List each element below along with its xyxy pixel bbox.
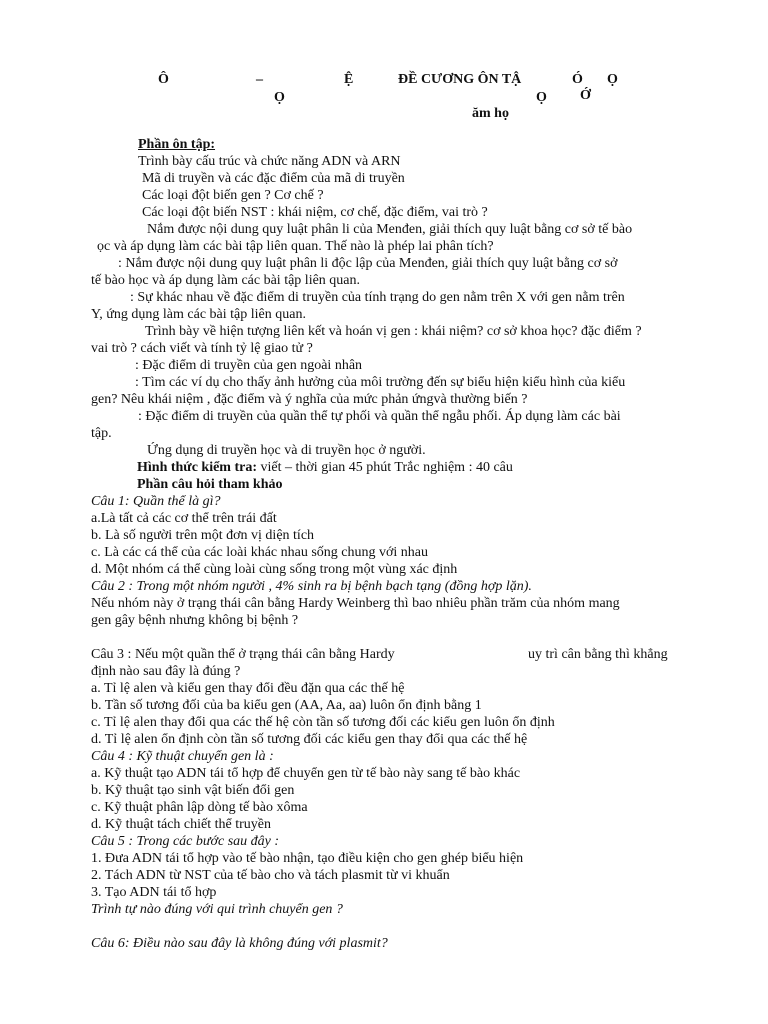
- answer-option: c. Tỉ lệ alen thay đổi qua các thế hệ còn tần số tương đối các kiểu gen luôn ổn định: [91, 715, 555, 730]
- step-item: 3. Tạo ADN tái tổ hợp: [91, 885, 217, 900]
- header-fragment: Ọ: [536, 90, 547, 105]
- review-item: vai trò ? cách viết và tính tỷ lệ giao tử ?: [91, 341, 313, 356]
- question-text: Trình tự nào đúng với qui trình chuyển gen ?: [91, 902, 343, 917]
- header-fragment: Ọ: [607, 72, 618, 87]
- review-item: ọc và áp dụng làm các bài tập liên quan. Thế nào là phép lai phân tích?: [97, 239, 494, 254]
- exam-format-value: viết – thời gian 45 phút Trắc nghiệm : 40 câu: [257, 460, 513, 475]
- questions-heading: Phần câu hỏi tham khảo: [137, 477, 283, 492]
- question-prompt-continued: uy trì cân bằng thì khẳng: [528, 647, 668, 662]
- header-fragment: Ó: [572, 72, 583, 87]
- answer-option: c. Kỹ thuật phân lập dòng tế bào xôma: [91, 800, 308, 815]
- review-item: : Đặc điểm di truyền của quần thể tự phối và quần thể ngẫu phối. Áp dụng làm các bài: [138, 409, 621, 424]
- question-text: Nếu nhóm này ở trạng thái cân bằng Hardy Weinberg thì bao nhiêu phần trăm của nhóm mang: [91, 596, 620, 611]
- header-fragment: Ớ: [580, 88, 591, 103]
- header-fragment: –: [256, 72, 263, 87]
- answer-option: c. Là các cá thể của các loài khác nhau sống chung với nhau: [91, 545, 429, 560]
- exam-format: [137, 459, 513, 476]
- review-heading: Phần ôn tập:: [138, 137, 216, 152]
- question-text: định nào sau đây là đúng ?: [91, 664, 241, 679]
- step-item: 2. Tách ADN từ NST của tế bào cho và tách plasmit từ vi khuẩn: [91, 868, 450, 883]
- answer-option: d. Kỹ thuật tách chiết thể truyền: [91, 817, 271, 832]
- review-item: Các loại đột biến gen ? Cơ chế ?: [142, 188, 324, 203]
- review-item: : Nắm được nội dung quy luật phân li độc lập của Menđen, giải thích quy luật bằng cơ sở: [118, 256, 618, 271]
- header-subtitle: ăm họ: [472, 106, 509, 121]
- header-fragment: Ệ: [344, 72, 354, 87]
- review-item: Nắm được nội dung quy luật phân li của Menđen, giải thích quy luật bằng cơ sở tế bào: [147, 222, 633, 237]
- review-item: Y, ứng dụng làm các bài tập liên quan.: [91, 307, 306, 322]
- review-item: Trình bày cấu trúc và chức năng ADN và ARN: [138, 154, 401, 169]
- review-item: : Tìm các ví dụ cho thấy ảnh hưởng của môi trường đến sự biểu hiện kiểu hình của kiểu: [135, 375, 626, 390]
- question-prompt: Câu 5 : Trong các bước sau đây :: [91, 834, 280, 849]
- header-fragment: Ô: [158, 72, 169, 87]
- review-item: : Đặc điểm di truyền của gen ngoài nhân: [135, 358, 363, 373]
- question-prompt: Câu 1: Quần thể là gì?: [91, 494, 221, 509]
- answer-option: a. Kỹ thuật tạo ADN tái tổ hợp để chuyển gen từ tế bào này sang tế bào khác: [91, 766, 521, 781]
- review-item: Các loại đột biến NST : khái niệm, cơ chế, đặc điểm, vai trò ?: [142, 205, 488, 220]
- header-fragment: Ọ: [274, 90, 285, 105]
- question-prompt: Câu 4 : Kỹ thuật chuyển gen là :: [91, 749, 274, 764]
- answer-option: d. Tỉ lệ alen ổn định còn tần số tương đối các kiểu gen thay đổi qua các thế hệ: [91, 732, 528, 747]
- exam-format-label: Hình thức kiểm tra:: [137, 460, 258, 475]
- question-prompt: Câu 2 : Trong một nhóm người , 4% sinh ra bị bệnh bạch tạng (đồng hợp lặn).: [91, 579, 532, 594]
- review-item: gen? Nêu khái niệm , đặc điểm và ý nghĩa của mức phản ứngvà thường biến ?: [91, 392, 528, 407]
- question-prompt: Câu 6: Điều nào sau đây là không đúng với plasmit?: [91, 936, 388, 951]
- review-item: Mã di truyền và các đặc điểm của mã di truyền: [142, 171, 405, 186]
- review-item: tế bào học và áp dụng làm các bài tập liên quan.: [91, 273, 361, 288]
- review-item: Trình bày về hiện tượng liên kết và hoán vị gen : khái niệm? cơ sở khoa học? đặc điểm ?: [145, 324, 642, 339]
- question-prompt: Câu 3 : Nếu một quần thể ở trạng thái cân bằng Hardy: [91, 647, 395, 662]
- review-item: : Sự khác nhau về đặc điểm di truyền của tính trạng do gen nằm trên X với gen nằm trên: [130, 290, 625, 305]
- answer-option: b. Kỹ thuật tạo sinh vật biến đổi gen: [91, 783, 295, 798]
- answer-option: d. Một nhóm cá thể cùng loài cùng sống trong một vùng xác định: [91, 562, 458, 577]
- answer-option: a. Tỉ lệ alen và kiểu gen thay đổi đều đặn qua các thế hệ: [91, 681, 405, 696]
- review-item: Ứng dụng di truyền học và di truyền học ở người.: [147, 443, 426, 458]
- review-item: tập.: [91, 426, 112, 441]
- step-item: 1. Đưa ADN tái tổ hợp vào tế bào nhận, tạo điều kiện cho gen ghép biểu hiện: [91, 851, 524, 866]
- answer-option: b. Tần số tương đối của ba kiểu gen (AA, Aa, aa) luôn ổn định bằng 1: [91, 698, 482, 713]
- answer-option: a.Là tất cả các cơ thể trên trái đất: [91, 511, 277, 526]
- question-text: gen gây bệnh nhưng không bị bệnh ?: [91, 613, 299, 628]
- answer-option: b. Là số người trên một đơn vị diện tích: [91, 528, 315, 543]
- document-title: ĐỀ CƯƠNG ÔN TẬ: [398, 72, 522, 87]
